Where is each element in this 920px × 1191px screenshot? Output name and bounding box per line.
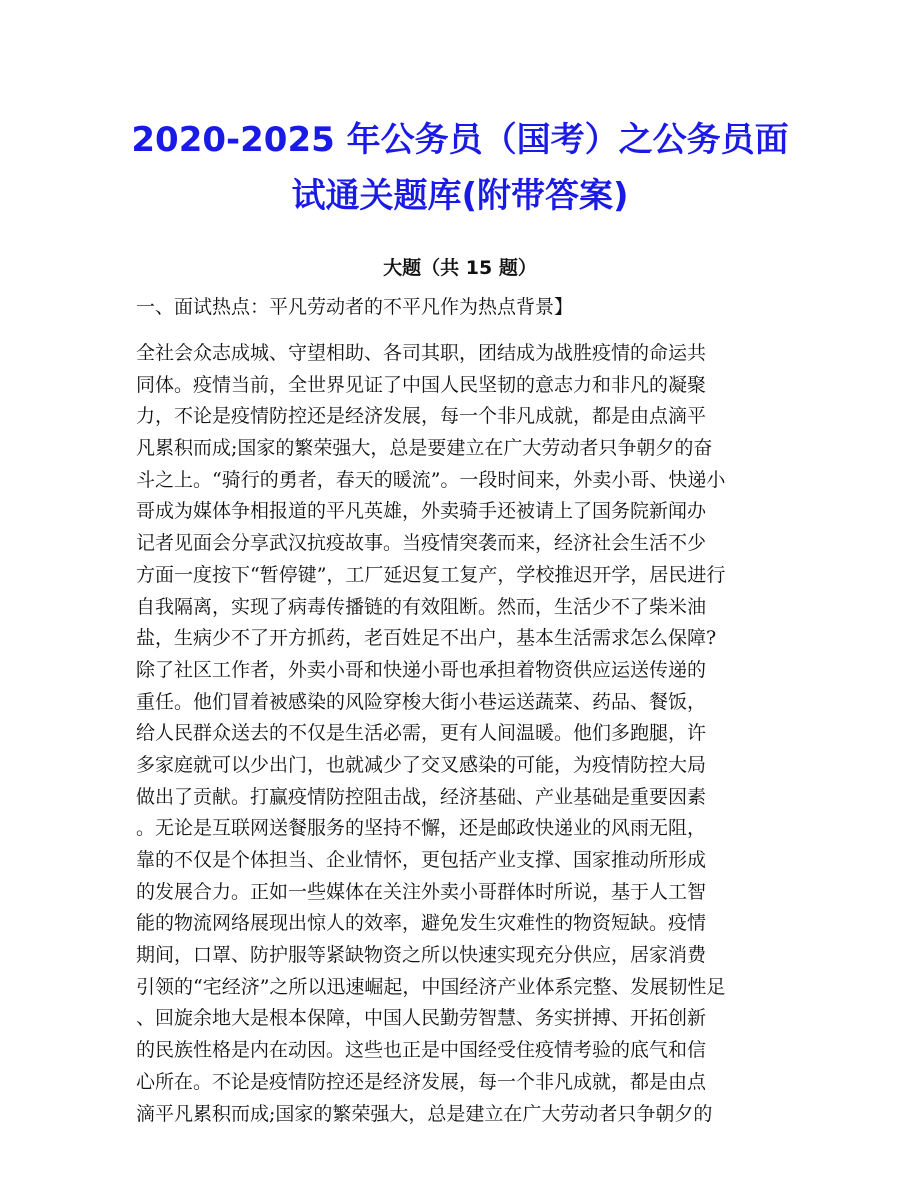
document-title-line-1: 2020-2025 年公务员（国考）之公务员面 [131, 120, 789, 160]
body-line: 引领的“宅经济”之所以迅速崛起，中国经济产业体系完整、发展韧性足 [136, 975, 726, 998]
body-line: 除了社区工作者，外卖小哥和快递小哥也承担着物资供应运送传递的 [136, 658, 707, 681]
body-line: 哥成为媒体争相报道的平凡英雄，外卖骑手还被请上了国务院新闻办 [136, 500, 707, 523]
body-line: 盐，生病少不了开方抓药，老百姓足不出户，基本生活需求怎么保障? [136, 627, 717, 650]
body-line: 方面一度按下“暂停键”，工厂延迟复工复产，学校推迟开学，居民进行 [136, 563, 726, 586]
body-line: 的发展合力。正如一些媒体在关注外卖小哥群体时所说，基于人工智 [136, 880, 707, 903]
section-heading: 大题（共 15 题） [383, 257, 537, 279]
body-line: 自我隔离，实现了病毒传播链的有效阻断。然而，生活少不了柴米油 [136, 595, 707, 618]
body-line: 滴平凡累积而成;国家的繁荣强大，总是建立在广大劳动者只争朝夕的 [136, 1102, 713, 1125]
body-line: 凡累积而成;国家的繁荣强大，总是要建立在广大劳动者只争朝夕的奋 [136, 437, 713, 460]
body-line: 同体。疫情当前，全世界见证了中国人民坚韧的意志力和非凡的凝聚 [136, 373, 707, 396]
question-title: 一、面试热点：平凡劳动者的不平凡作为热点背景】 [136, 296, 574, 318]
body-line: 斗之上。“骑行的勇者，春天的暖流”。一段时间来，外卖小哥、快递小 [136, 468, 726, 491]
body-line: 心所在。不论是疫情防控还是经济发展，每一个非凡成就，都是由点 [136, 1070, 707, 1093]
document-title-line-2: 试通关题库(附带答案) [291, 176, 629, 216]
body-line: 做出了贡献。打赢疫情防控阻击战，经济基础、产业基础是重要因素 [136, 785, 707, 808]
document-title [100, 112, 820, 224]
body-line: 能的物流网络展现出惊人的效率，避免发生灾难性的物资短缺。疫情 [136, 912, 707, 935]
body-line: 多家庭就可以少出门，也就减少了交叉感染的可能，为疫情防控大局 [136, 753, 707, 776]
body-line: 靠的不仅是个体担当、企业情怀，更包括产业支撑、国家推动所形成 [136, 849, 707, 871]
body-line: 、回旋余地大是根本保障，中国人民勤劳智慧、务实拼搏、开拓创新 [136, 1007, 707, 1030]
body-line: 全社会众志成城、守望相助、各司其职，团结成为战胜疫情的命运共 [136, 342, 707, 364]
body-line: 的民族性格是内在动因。这些也正是中国经受住疫情考验的底气和信 [136, 1039, 707, 1062]
body-line: 力，不论是疫情防控还是经济发展，每一个非凡成就，都是由点滴平 [136, 405, 707, 428]
body-line: 。无论是互联网送餐服务的坚持不懈，还是邮政快递业的风雨无阻， [136, 817, 707, 840]
body-line: 记者见面会分享武汉抗疫故事。当疫情突袭而来，经济社会生活不少 [136, 532, 707, 555]
body-line: 期间，口罩、防护服等紧缺物资之所以快速实现充分供应，居家消费 [136, 944, 707, 967]
body-line: 重任。他们冒着被感染的风险穿梭大街小巷运送蔬菜、药品、餐饭， [136, 690, 707, 713]
body-line: 给人民群众送去的不仅是生活必需，更有人间温暖。他们多跑腿，许 [136, 722, 707, 745]
body-paragraph [136, 338, 786, 1130]
